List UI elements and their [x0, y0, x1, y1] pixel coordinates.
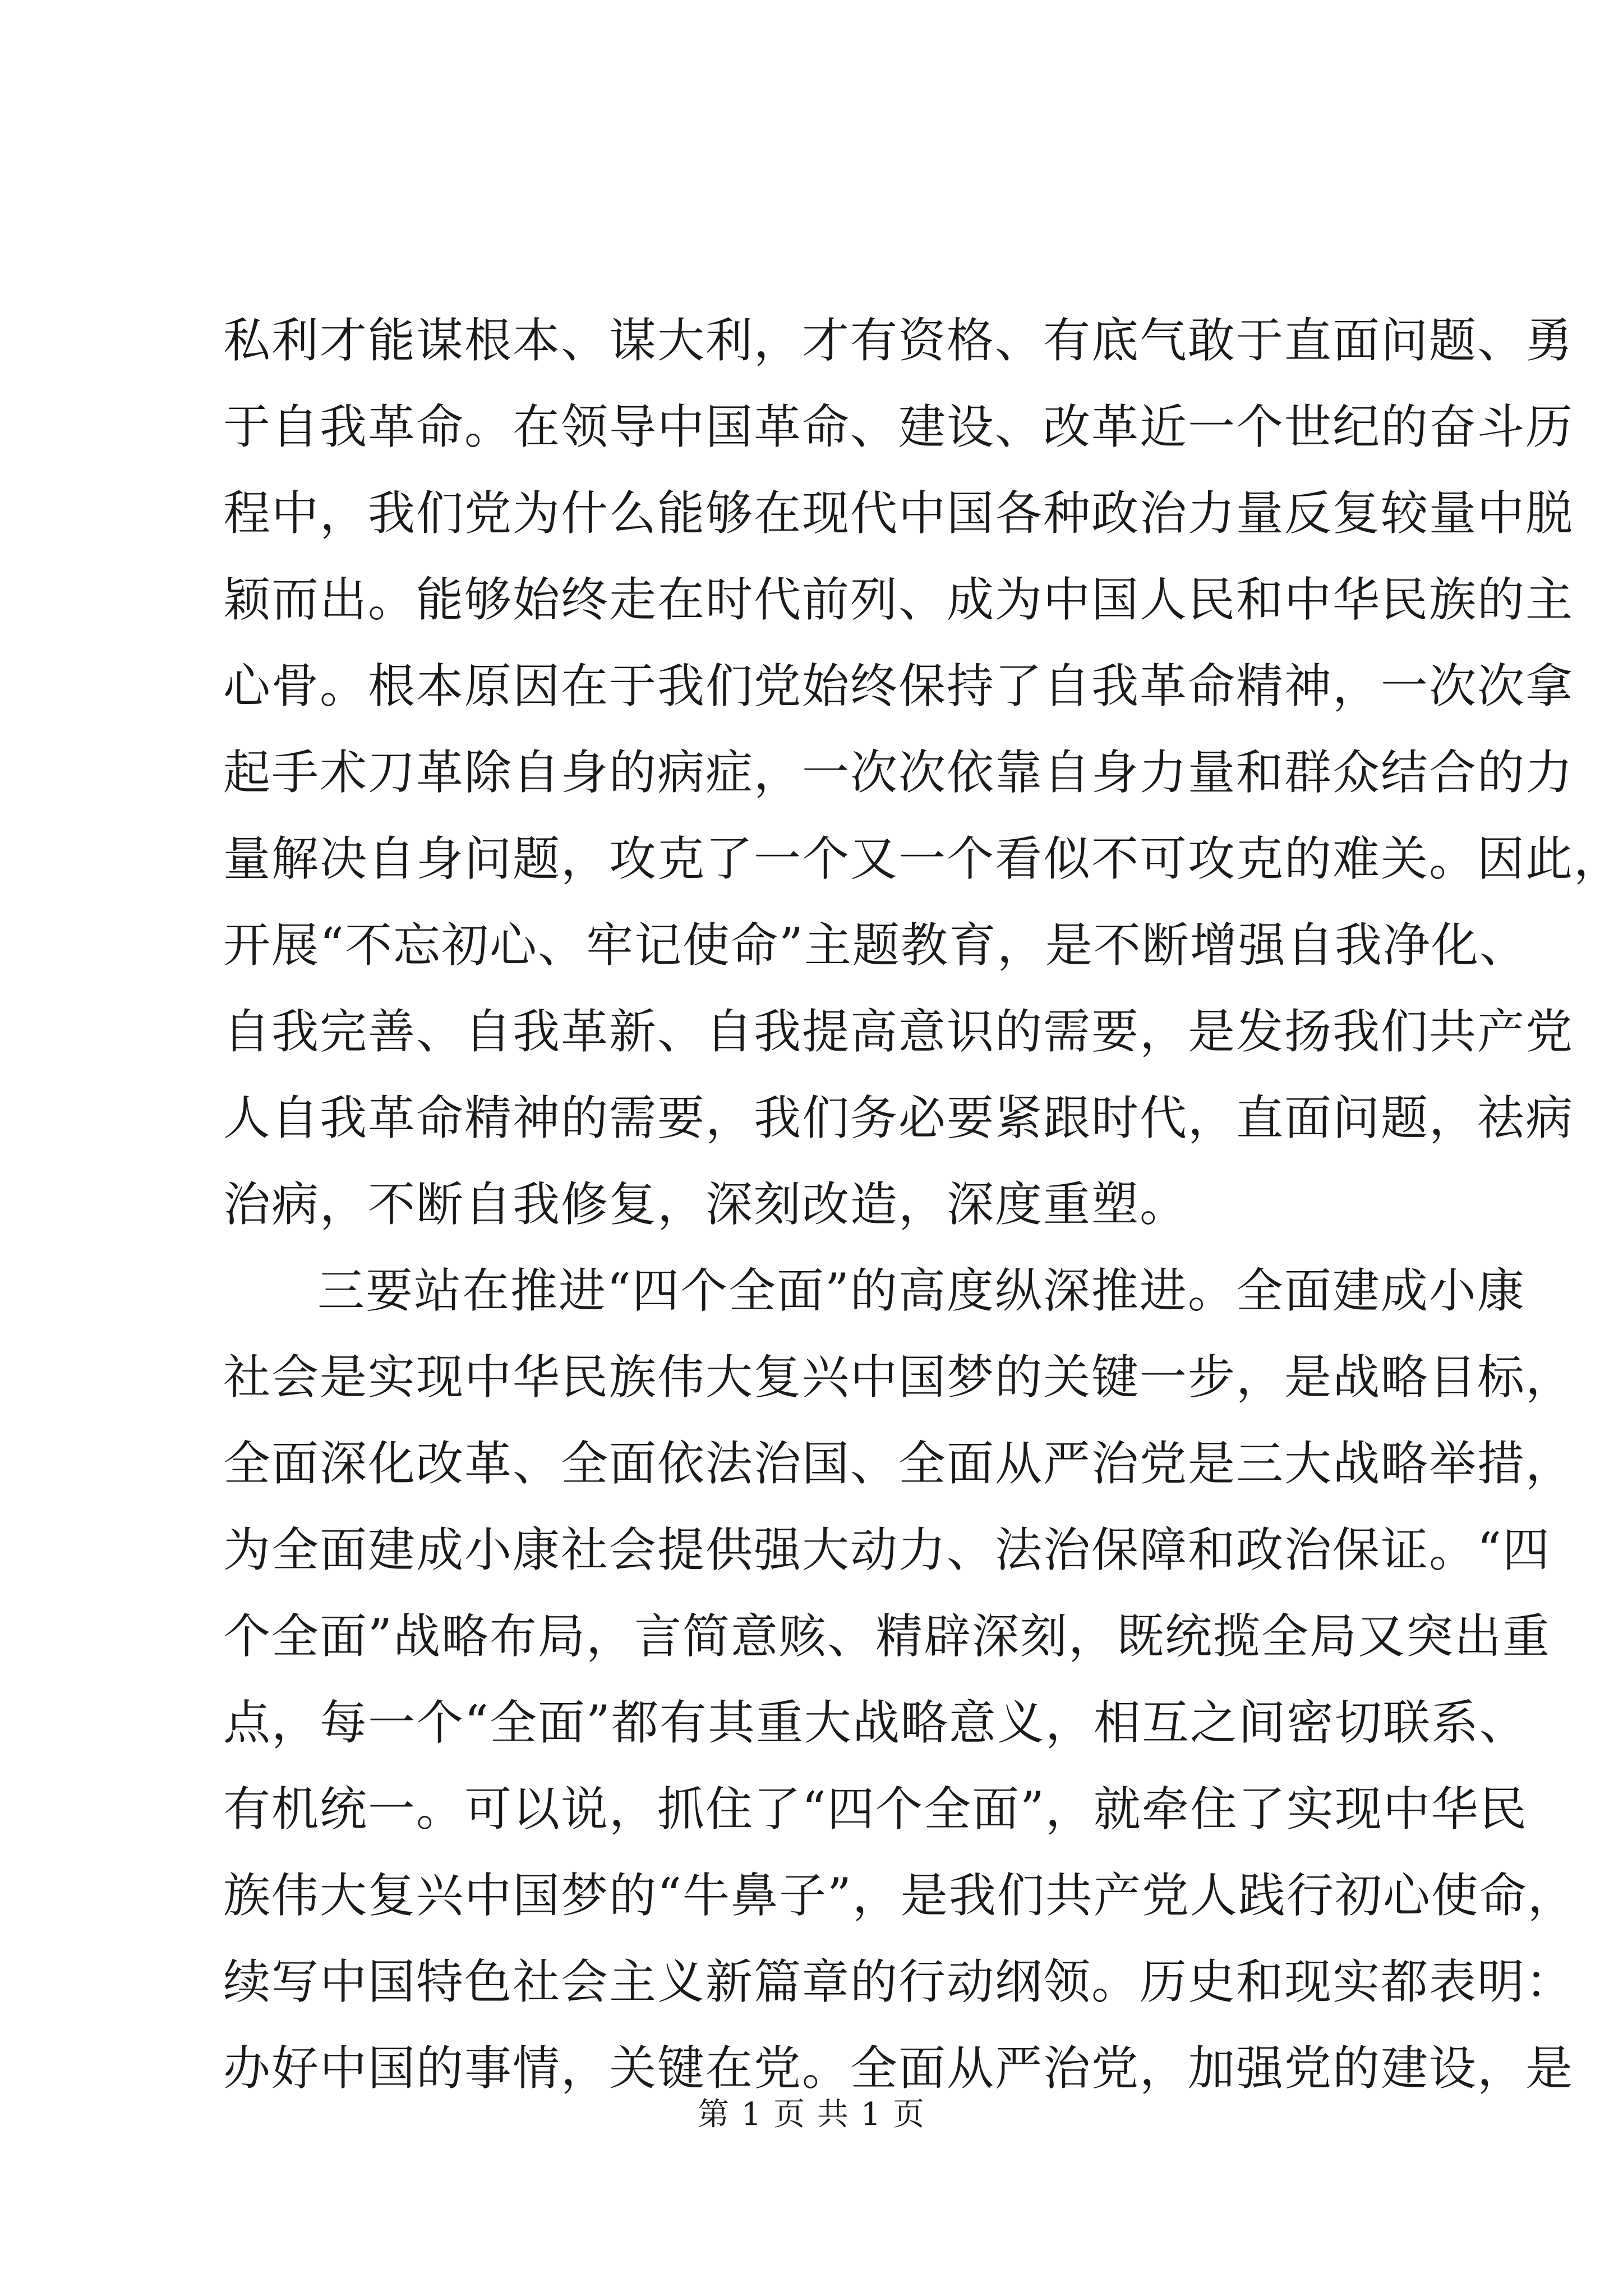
paragraph-2-line-10: 办好中国的事情，关键在党。全面从严治党，加强党的建设，是 [223, 2041, 1574, 2096]
paragraph-2-line-7: 有机统一。可以说，抓住了“四个全面”，就牵住了实现中华民 [223, 1782, 1528, 1837]
paragraph-1-line-3: 程中，我们党为什么能够在现代中国各种政治力量反复较量中脱 [223, 486, 1574, 541]
paragraph-1-line-5: 心骨。根本原因在于我们党始终保持了自我革命精神，一次次拿 [223, 659, 1574, 714]
paragraph-1-line-6: 起手术刀革除自身的病症，一次次依靠自身力量和群众结合的力 [223, 745, 1574, 800]
paragraph-2-line-1: 三要站在推进“四个全面”的高度纵深推进。全面建成小康 [317, 1263, 1525, 1318]
paragraph-1-line-2: 于自我革命。在领导中国革命、建设、改革近一个世纪的奋斗历 [223, 399, 1574, 454]
paragraph-1-line-4: 颖而出。能够始终走在时代前列、成为中国人民和中华民族的主 [223, 572, 1574, 627]
paragraph-2-line-9: 续写中国特色社会主义新篇章的行动纲领。历史和现实都表明： [223, 1954, 1574, 2009]
paragraph-2-line-4: 为全面建成小康社会提供强大动力、法治保障和政治保证。“四 [223, 1522, 1551, 1577]
paragraph-2-line-8: 族伟大复兴中国梦的“牛鼻子”，是我们共产党人践行初心使命， [223, 1868, 1576, 1923]
paragraph-1-line-10: 人自我革命精神的需要，我们务必要紧跟时代，直面问题，祛病 [223, 1091, 1574, 1145]
page-number-footer: 第 1 页 共 1 页 [697, 2096, 926, 2133]
paragraph-2-line-5: 个全面”战略布局，言简意赅、精辟深刻，既统揽全局又突出重 [223, 1609, 1551, 1664]
paragraph-2-line-2: 社会是实现中华民族伟大复兴中国梦的关键一步，是战略目标， [223, 1350, 1574, 1405]
paragraph-2-line-6: 点，每一个“全面”都有其重大战略意义，相互之间密切联系、 [223, 1695, 1528, 1750]
paragraph-1-line-8: 开展“不忘初心、牢记使命”主题教育，是不断增强自我净化、 [223, 918, 1528, 973]
paragraph-2-line-3: 全面深化改革、全面依法治国、全面从严治党是三大战略举措， [223, 1436, 1574, 1491]
paragraph-1-line-9: 自我完善、自我革新、自我提高意识的需要，是发扬我们共产党 [223, 1004, 1574, 1059]
document-body [223, 297, 1622, 2111]
paragraph-1-line-1: 私利才能谋根本、谋大利，才有资格、有底气敢于直面问题、勇 [223, 313, 1574, 368]
paragraph-1-line-7: 量解决自身问题，攻克了一个又一个看似不可攻克的难关。因此， [223, 831, 1622, 886]
paragraph-1-line-11: 治病，不断自我修复，深刻改造，深度重塑。 [223, 1177, 1188, 1232]
